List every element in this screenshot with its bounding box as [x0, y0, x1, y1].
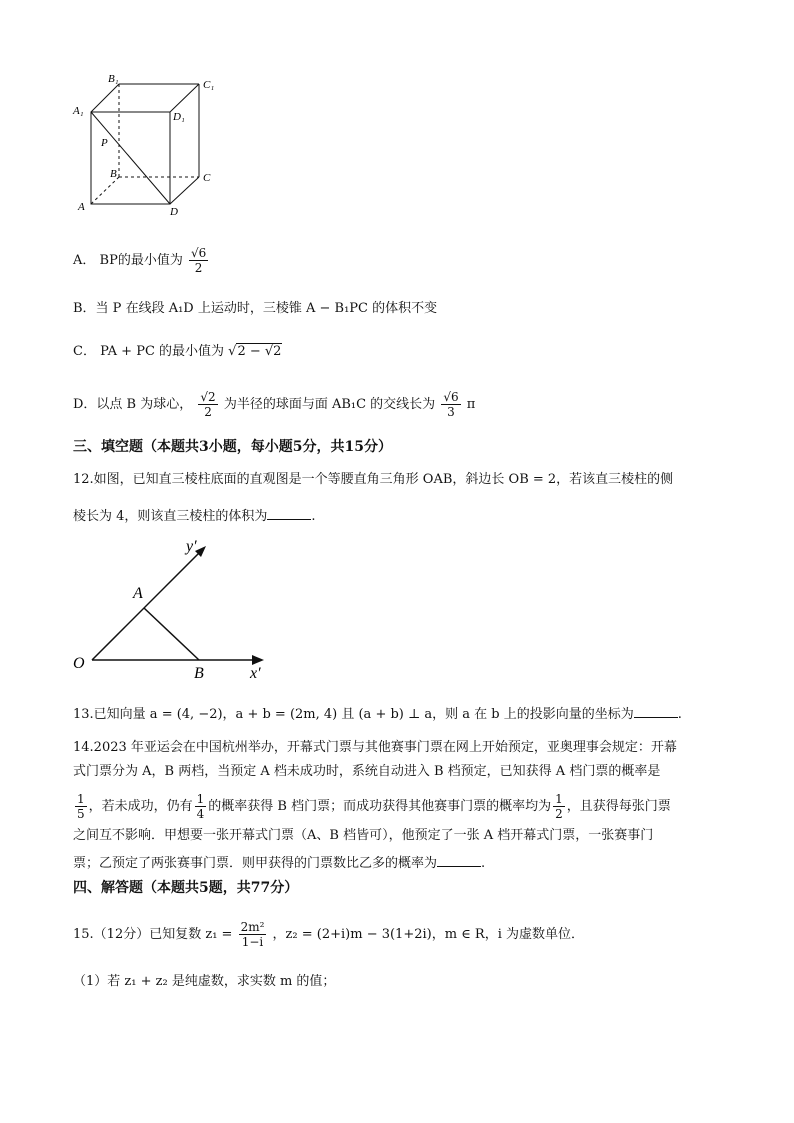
q14-frac-2: [195, 792, 207, 821]
q15-sub-1: （1）若 z₁ + z₂ 是纯虚数，求实数 m 的值；: [73, 974, 336, 989]
option-a-fraction: [189, 246, 208, 275]
q12-line-2: [73, 505, 316, 527]
option-a-prefix: A．: [73, 253, 96, 268]
option-a-num: √6: [190, 246, 207, 260]
point-O-label: O: [73, 655, 85, 672]
q14-line-3c: ，且获得每张门票: [566, 799, 671, 814]
axis-y-label: y′: [186, 538, 197, 555]
point-B-label: B: [194, 665, 204, 682]
q15-fraction: [239, 920, 267, 949]
q15-text-b: ，z₂ = (2+i)m − 3(1+2i)，m ∈ R，i 为虚数单位．: [272, 927, 585, 942]
q14-frac-2-num: 1: [196, 792, 205, 806]
point-A-label: A: [133, 585, 143, 602]
q13-text: 13.已知向量 a = (4, −2)，a + b = (2m, 4) 且 (a + b) ⊥ a，则 a 在 b 上的投影向量的坐标为: [73, 707, 634, 722]
option-c-prefix: C．: [73, 344, 96, 359]
option-a-den: 2: [194, 261, 203, 275]
option-d-tail: π: [466, 397, 476, 412]
q12-answer-blank[interactable]: [267, 505, 311, 520]
option-a-text: BP的最小值为: [99, 253, 183, 268]
q14-frac-3-num: 1: [555, 792, 563, 806]
q14-frac-1-num: 1: [77, 792, 85, 806]
label-A: A: [78, 201, 85, 213]
q14-line-3: [73, 792, 671, 821]
label-B: B: [110, 168, 117, 180]
q13-end: .: [677, 707, 682, 722]
q12-line-2-end: .: [311, 509, 316, 524]
axis-x-label: x′: [250, 665, 261, 682]
q15-line: [73, 920, 584, 949]
option-c-radical: 2 − √2: [237, 344, 282, 359]
option-c: C． PA + PC 的最小值为 √2 − √2: [73, 344, 282, 359]
option-c-text: PA + PC 的最小值为: [100, 344, 225, 359]
q14-frac-3: [553, 792, 565, 821]
q12-line-1: 12.如图，已知直三棱柱底面的直观图是一个等腰直角三角形 OAB，斜边长 OB = 2，若该直三棱柱的侧: [73, 472, 674, 487]
option-d-fraction-2: [441, 390, 460, 419]
q14-line-3b: 的概率获得 B 档门票；而成功获得其他赛事门票的概率均为: [208, 799, 552, 814]
q14-line-2: 式门票分为 A，B 两档，当预定 A 档未成功时，系统自动进入 B 档预定，已知获得 A 档门票的概率是: [73, 764, 661, 779]
q15-text-a: 15.（12分）已知复数 z₁ =: [73, 927, 233, 942]
q14-frac-3-den: 2: [555, 807, 563, 821]
q14-line-4: 之间互不影响．甲想要一张开幕式门票（A、B 档皆可），他预定了一张 A 档开幕式门票，一张赛事门: [73, 828, 654, 843]
q15-num: 2m²: [240, 920, 265, 934]
section-3-heading: 三、填空题（本题共3小题，每小题5分，共15分）: [73, 439, 392, 455]
label-P: P: [101, 137, 108, 149]
q14-frac-2-den: 4: [196, 807, 205, 821]
q12-line-2-text: 棱长为 4，则该直三棱柱的体积为: [73, 509, 268, 524]
q14-end: .: [481, 856, 486, 871]
option-d-den2: 3: [447, 405, 455, 419]
option-a: [73, 246, 210, 275]
option-d-num2: √6: [443, 390, 459, 404]
label-C1: C₁: [203, 79, 215, 91]
q14-answer-blank[interactable]: [437, 852, 481, 867]
section-4-heading: 四、解答题（本题共5题，共77分）: [73, 880, 299, 896]
option-d-num: √2: [200, 390, 216, 404]
q13-answer-blank[interactable]: [634, 703, 678, 718]
q14-line-1: 14.2023 年亚运会在中国杭州举办，开幕式门票与其他赛事门票在网上开始预定，亚奥理事会规定：开幕: [73, 740, 677, 755]
label-D1: D₁: [173, 111, 185, 123]
option-d: [73, 390, 475, 419]
option-b: B．当 P 在线段 A₁D 上运动时，三棱锥 A − B₁PC 的体积不变: [73, 301, 438, 316]
option-d-den: 2: [204, 405, 212, 419]
q14-line-3a: ，若未成功，仍有: [88, 799, 193, 814]
q14-line-5-text: 票；乙预定了两张赛事门票．则甲获得的门票数比乙多的概率为: [73, 856, 438, 871]
q14-line-5: [73, 852, 485, 874]
option-d-fraction-1: [198, 390, 217, 419]
q15-den: 1−i: [241, 935, 264, 949]
oblique-triangle-figure: [70, 535, 280, 685]
option-d-middle: 为半径的球面与面 AB₁C 的交线长为: [223, 397, 436, 412]
label-B1: B₁: [108, 73, 119, 85]
option-d-prefix: D．以点 B 为球心，: [73, 397, 193, 412]
q13-line: [73, 703, 682, 725]
label-C: C: [203, 172, 211, 184]
cube-figure: [72, 70, 222, 220]
q14-frac-1: [75, 792, 87, 821]
label-D: D: [170, 206, 178, 218]
label-A1: A₁: [73, 105, 84, 117]
q14-frac-1-den: 5: [77, 807, 85, 821]
